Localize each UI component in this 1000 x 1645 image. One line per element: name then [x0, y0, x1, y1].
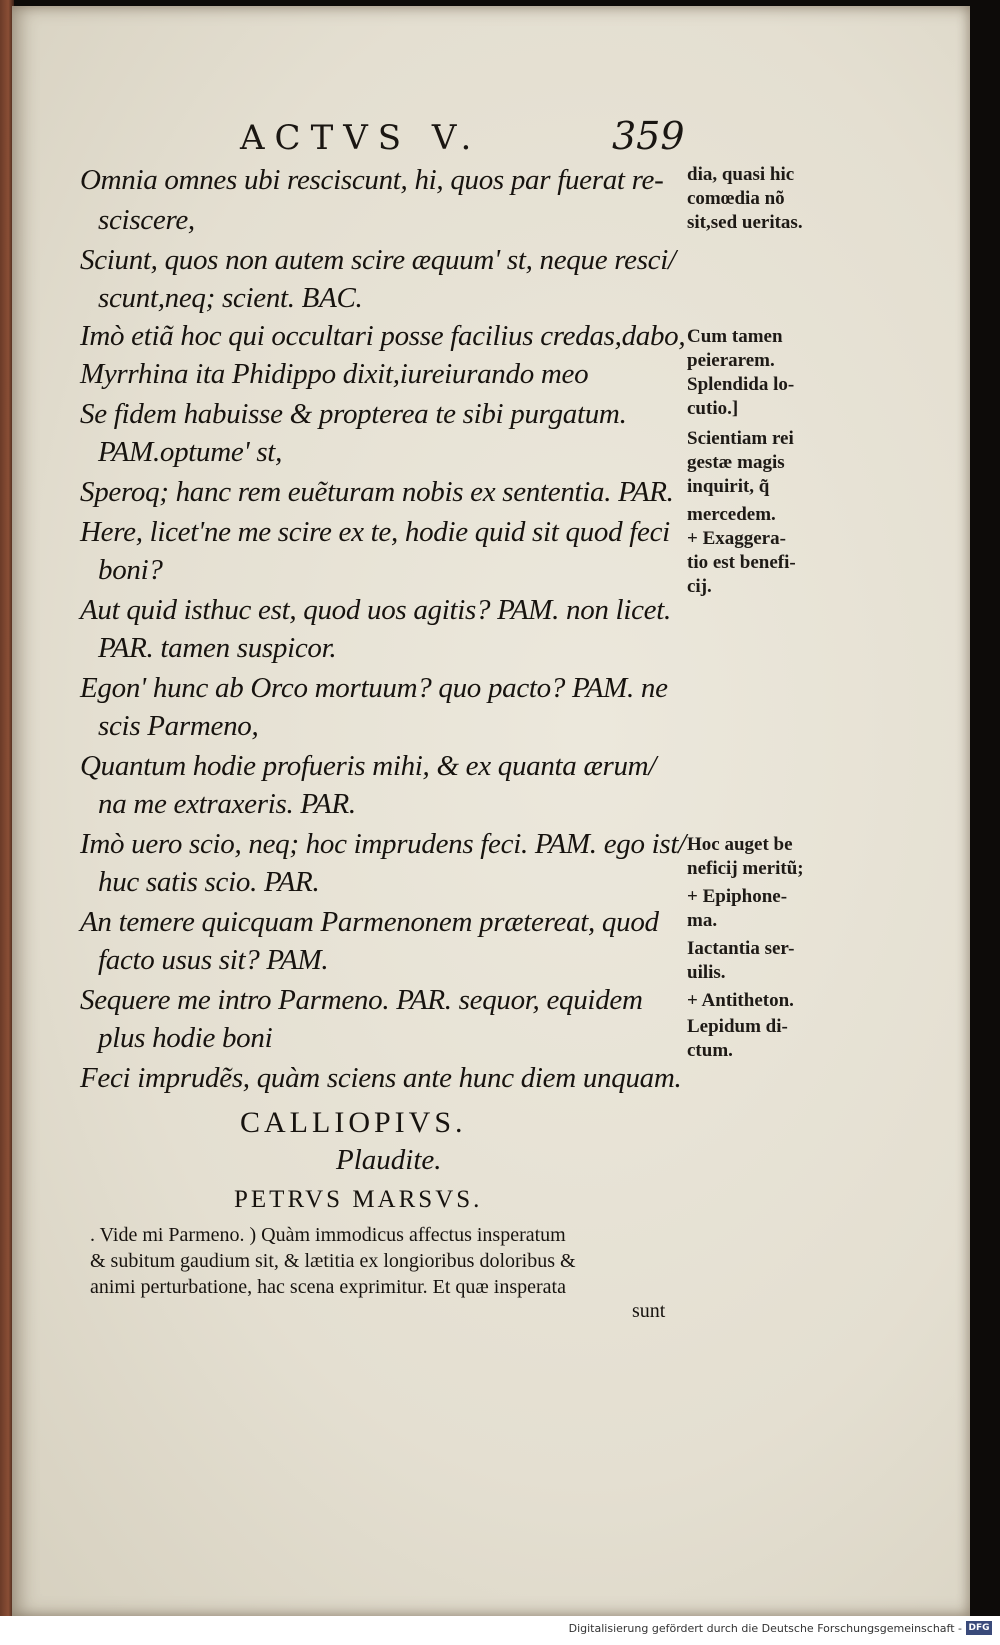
margin-note: mercedem. [687, 504, 776, 525]
commentary-line: & subitum gaudium sit, & lætitia ex longioribus doloribus & [90, 1250, 576, 1272]
margin-note: tio est benefi- [687, 552, 796, 573]
margin-note: + Epiphone- [687, 886, 788, 907]
margin-note: Splendida lo- [687, 374, 795, 395]
plaudite-line: Plaudite. [336, 1144, 442, 1176]
text-line: Imò etiã hoc qui occultari posse facilius credas,dabo, [80, 320, 686, 352]
text-line: PAR. tamen suspicor. [98, 632, 337, 664]
commentary-line: . Vide mi Parmeno. ) Quàm immodicus affectus insperatum [90, 1224, 566, 1246]
margin-note: inquirit, q̃ [687, 476, 770, 497]
margin-note: Hoc auget be [687, 834, 793, 855]
text-line: Egon' hunc ab Orco mortuum? quo pacto? PAM. ne [80, 672, 668, 704]
margin-note: Scientiam rei [687, 428, 794, 449]
text-line: plus hodie boni [98, 1022, 273, 1054]
speaker-heading: CALLIOPIVS. [240, 1106, 467, 1139]
margin-note: Lepidum di- [687, 1016, 788, 1037]
margin-note: ctum. [687, 1040, 733, 1061]
margin-note: Iactantia ser- [687, 938, 795, 959]
margin-note: Cum tamen [687, 326, 783, 347]
text-line: Feci imprudẽs, quàm sciens ante hunc diem unquam. [80, 1062, 682, 1094]
margin-note: peierarem. [687, 350, 775, 371]
text-line: Sequere me intro Parmeno. PAR. sequor, equidem [80, 984, 643, 1016]
margin-note: gestæ magis [687, 452, 785, 473]
text-line: Sciunt, quos non autem scire æquum' st, neque resci/ [80, 244, 676, 276]
text-line: sciscere, [98, 204, 195, 236]
text-line: Myrrhina ita Phidippo dixit,iureiurando meo [80, 358, 589, 390]
page-header [12, 114, 970, 162]
text-line: huc satis scio. PAR. [98, 866, 320, 898]
commentator-heading: PETRVS MARSVS. [234, 1186, 483, 1213]
margin-note: ma. [687, 910, 718, 931]
text-line: Quantum hodie profueris mihi, & ex quanta ærum/ [80, 750, 657, 782]
text-line: Speroq; hanc rem euẽturam nobis ex sententia. PAR. [80, 476, 674, 508]
margin-note: cutio.] [687, 398, 739, 419]
margin-note: neficij meritũ; [687, 858, 804, 879]
margin-note: sit,sed ueritas. [687, 212, 803, 233]
text-line: Aut quid isthuc est, quod uos agitis? PAM. non licet. [80, 594, 671, 626]
text-line: boni? [98, 554, 163, 586]
page-number: 359 [612, 114, 685, 158]
text-line: Omnia omnes ubi resciscunt, hi, quos par fuerat re- [80, 164, 664, 196]
text-line: Imò uero scio, neq; hoc imprudens feci. PAM. ego ist/ [80, 828, 686, 860]
margin-note: + Antitheton. [687, 990, 794, 1011]
margin-note: dia, quasi hic [687, 164, 795, 185]
funding-notice: Digitalisierung gefördert durch die Deutsche Forschungsgemeinschaft - [568, 1622, 962, 1635]
text-line: na me extraxeris. PAR. [98, 788, 356, 820]
text-line: scis Parmeno, [98, 710, 259, 742]
margin-note: comœdia nõ [687, 188, 785, 209]
catchword: sunt [632, 1300, 666, 1322]
digitization-footer [0, 1616, 1000, 1645]
margin-note: uilis. [687, 962, 726, 983]
text-line: Here, licet'ne me scire ex te, hodie quid sit quod feci [80, 516, 670, 548]
book-page [12, 6, 970, 1616]
dfg-logo-icon: DFG [966, 1621, 992, 1635]
margin-note: cij. [687, 576, 712, 597]
text-line: PAM.optume' st, [98, 436, 283, 468]
running-head: ACTVS V. [240, 118, 482, 158]
commentary-line: animi perturbatione, hac scena exprimitur. Et quæ insperata [90, 1276, 566, 1298]
margin-note: + Exaggera- [687, 528, 786, 549]
text-line: scunt,neq; scient. BAC. [98, 282, 363, 314]
text-line: Se fidem habuisse & propterea te sibi purgatum. [80, 398, 627, 430]
text-line: An temere quicquam Parmenonem prætereat, quod [80, 906, 659, 938]
text-line: facto usus sit? PAM. [98, 944, 329, 976]
